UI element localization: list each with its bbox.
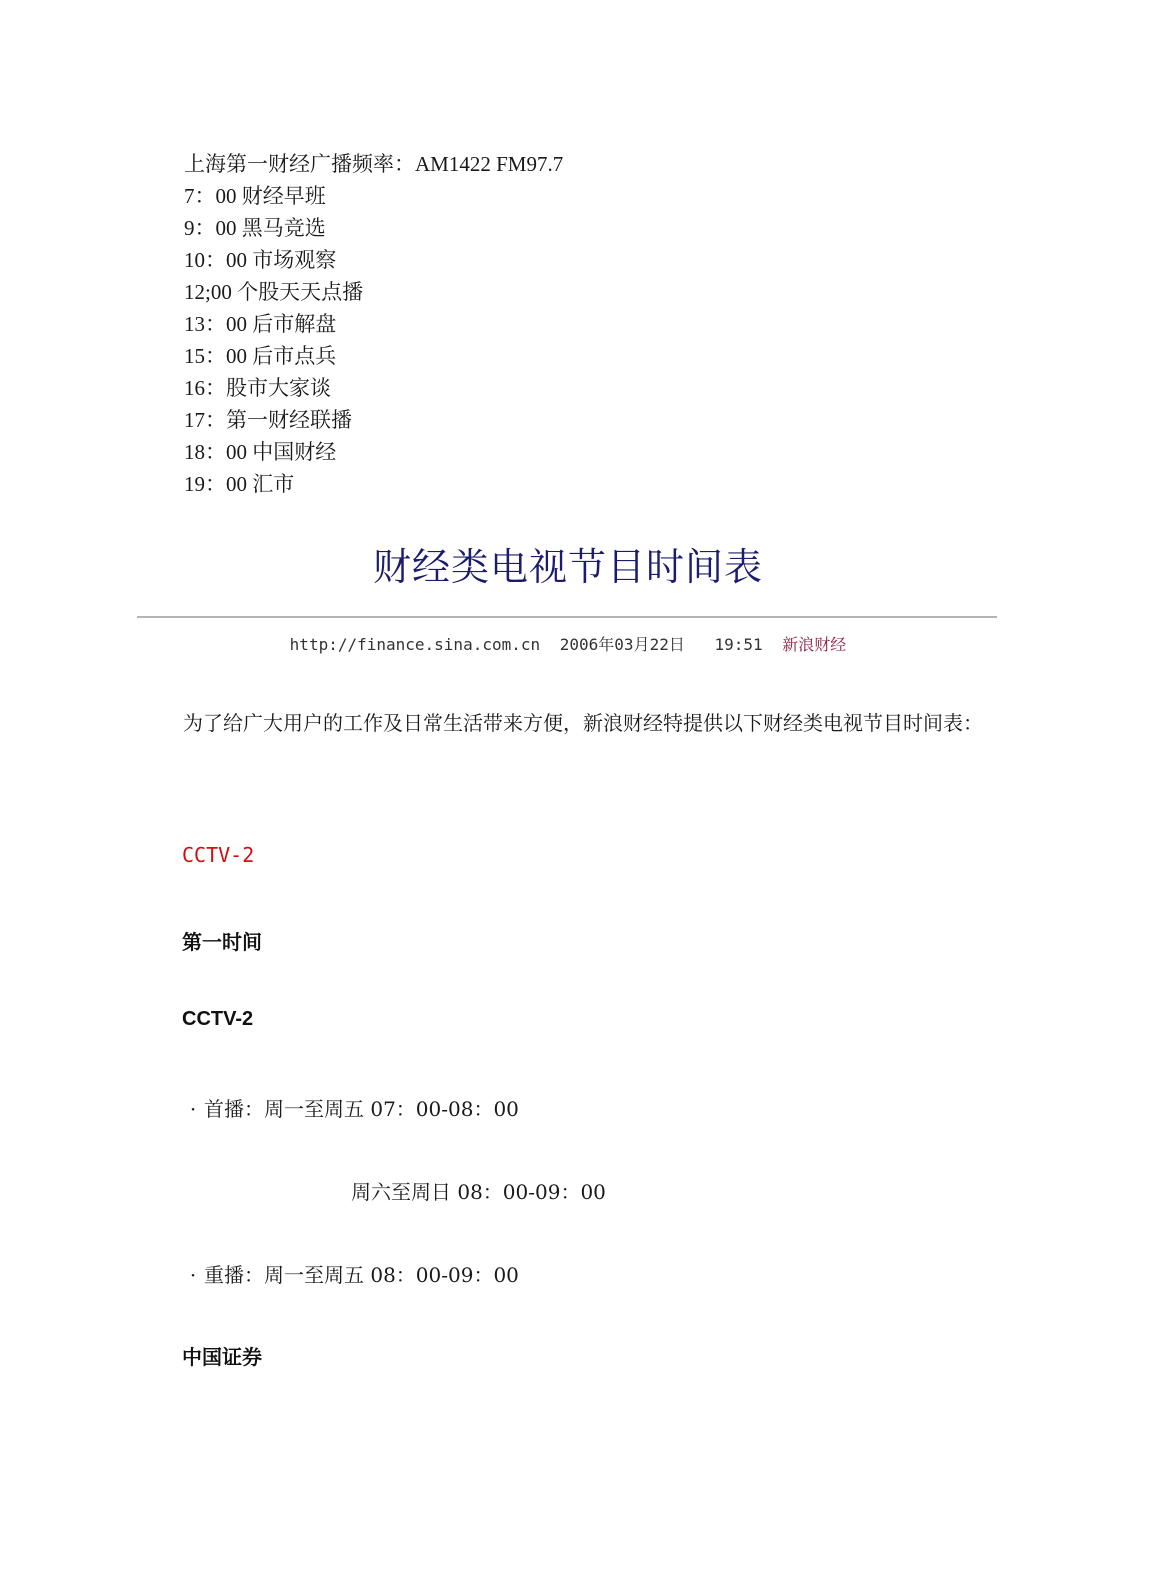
first-air-text: 首播：周一至周五 07：00-08：00 bbox=[204, 1097, 519, 1121]
article-title: 财经类电视节目时间表 bbox=[372, 545, 763, 589]
radio-schedule-item: 16：股市大家谈 bbox=[184, 376, 331, 400]
radio-schedule-item: 9：00 黑马竞选 bbox=[184, 216, 326, 240]
first-air-schedule bbox=[182, 1093, 519, 1122]
program-channel: CCTV-2 bbox=[182, 1008, 254, 1030]
intro-paragraph: 为了给广大用户的工作及日常生活带来方便，新浪财经特提供以下财经类电视节目时间表： bbox=[183, 711, 983, 735]
radio-schedule-item: 7：00 财经早班 bbox=[184, 184, 326, 208]
byline-source-link[interactable]: 新浪财经 bbox=[782, 635, 847, 654]
radio-schedule-item: 19：00 汇市 bbox=[184, 472, 295, 496]
radio-schedule-item: 17：第一财经联播 bbox=[184, 408, 352, 432]
radio-frequency-line: 上海第一财经广播频率：AM1422 FM97.7 bbox=[184, 152, 564, 176]
article-byline bbox=[0, 632, 1136, 655]
bullet-icon: · bbox=[189, 1263, 197, 1287]
rerun-schedule bbox=[182, 1259, 519, 1288]
title-divider bbox=[137, 616, 997, 618]
program-title: 第一时间 bbox=[182, 930, 262, 954]
radio-schedule-item: 12;00 个股天天点播 bbox=[184, 280, 364, 304]
weekend-schedule: 周六至周日 08：00-09：00 bbox=[351, 1180, 606, 1204]
byline-url[interactable]: http://finance.sina.com.cn bbox=[289, 635, 541, 654]
bullet-icon: · bbox=[189, 1097, 197, 1121]
radio-schedule-item: 13：00 后市解盘 bbox=[184, 312, 337, 336]
radio-schedule-item: 15：00 后市点兵 bbox=[184, 344, 337, 368]
byline-date: 2006年03月22日 bbox=[559, 635, 685, 654]
radio-schedule-item: 10：00 市场观察 bbox=[184, 248, 337, 272]
program-title: 中国证券 bbox=[182, 1345, 262, 1369]
radio-schedule-list bbox=[184, 148, 884, 500]
rerun-text: 重播：周一至周五 08：00-09：00 bbox=[204, 1263, 519, 1287]
radio-schedule-item: 18：00 中国财经 bbox=[184, 440, 337, 464]
byline-time: 19:51 bbox=[714, 635, 763, 654]
channel-heading: CCTV-2 bbox=[182, 843, 255, 867]
